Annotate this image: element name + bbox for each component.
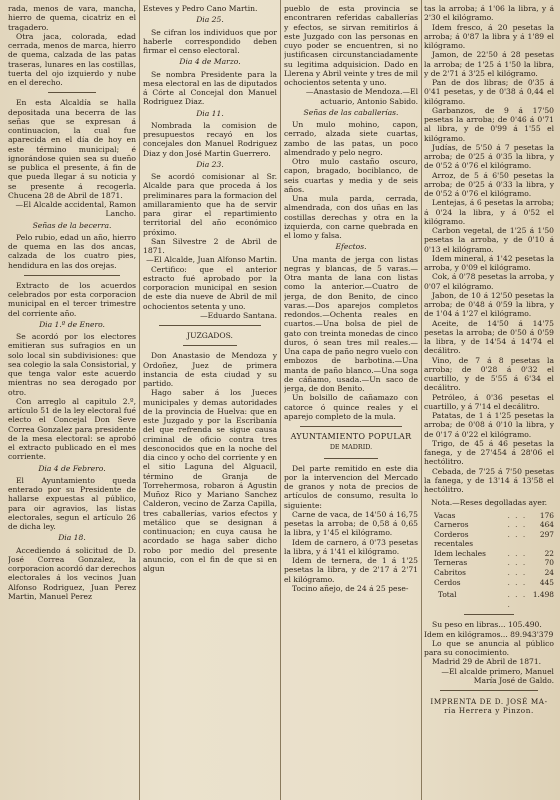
reses-label: Cerdos xyxy=(434,577,461,587)
certification: Certifico: que el anterior estracto fué aprobado por la corporacion municipal en sesion de este dia nueve de Abril de mil ochocientos setenta y uno. xyxy=(143,264,277,311)
notice-paragraph: En esta Alcaldía se halla depositada una becerra de las señas que se expresan á continuacion, la cual fue aparecida en el día de hoy en este término municipal; é ignorándose quien sea su dueño se publica el presente, á fin de que pueda llegar á su noticia y se presente á recogerla. Chucena 28 de Abril de 1871. xyxy=(8,98,136,200)
column-3 xyxy=(284,4,418,796)
paragraph: Otro mulo castaño oscuro, capon, bragado, bociblanco, de seis cuartas y media y de seis años. xyxy=(284,157,418,194)
section-heading: AYUNTAMIENTO POPULAR xyxy=(290,432,412,441)
price-line: Idem de carnero, á 0'73 pesetas la libra, y á 1'41 el kilógramo. xyxy=(284,537,418,556)
leader-dots: . . . xyxy=(507,577,527,587)
reses-row xyxy=(424,520,554,530)
printer-imprint: ría Herrera y Pinzon. xyxy=(444,706,534,716)
reses-row xyxy=(424,530,554,549)
divider xyxy=(324,458,378,459)
price-line: Garbanzos, de 9 á 17'50 pesetas la arroba; de 0'46 á 0'71 al libra, y de 0'99 á 1'55 el kilógramo. xyxy=(424,105,554,143)
paragraph: Extracto de los acuerdos celebrados por esta corporacion municipal en el tercer trimestre del corriente año. xyxy=(8,280,136,318)
price-line: Jamon, de 22'50 á 28 pesetas la arroba; de 1'25 á 1'50 la libra, y de 2'71 á 3'25 el kilógramo. xyxy=(424,50,554,78)
reses-value: 297 xyxy=(539,529,554,539)
paragraph: Del parte remitido en este dia por la intervencion del Mercado de granos y nota de precios de artículos de consumo, resulta lo siguiente: xyxy=(284,463,418,510)
signature: —El Alcalde, Juan Alfonso Martin. xyxy=(146,255,277,265)
reses-value: 445 xyxy=(539,577,554,587)
reses-row xyxy=(424,568,554,578)
reses-row xyxy=(424,578,554,588)
reses-value: 176 xyxy=(539,510,554,520)
divider xyxy=(183,345,237,346)
leader-dots: . . . . xyxy=(507,590,527,609)
column-divider xyxy=(280,0,281,800)
leader-dots: . . . xyxy=(507,558,527,568)
total-label: Total xyxy=(438,590,457,600)
leader-dots: . . . xyxy=(507,529,527,539)
printer-imprint: IMPRENTA DE D. JOSÉ MA- xyxy=(430,697,548,707)
price-line: Jabon, de 10 á 12'50 pesetas la arroba; de 0'48 á 0'59 la libra, y de 1'04 á 1'27 el kilógramo. xyxy=(424,290,554,319)
section-heading: Señas de las caballerías. xyxy=(303,107,399,117)
divider xyxy=(300,426,402,427)
nota-heading: Nota.—Reses degolladas ayer. xyxy=(430,498,548,508)
paragraph: Una manta de jerga con listas negras y blancas, de 5 varas.—Otra manta de lana con listas como la anterior.—Cuatro de jerga, de don Benito, de cinco varas.—Dos aparejos completos redondos.—Ochenta reales en cuartos.—Una bolsa de piel de gato con treinta monedas de cinco duros, ó sean tres mil reales.—Una capa de paño negro vuelo con embozos de barbotina.—Una manta de paño blanco.—Una soga de cáñamo, usada.—Un saco de jerga, de don Benito. xyxy=(284,254,418,393)
price-line: Tocino añejo, de 24 á 25 pese- xyxy=(292,583,409,593)
reses-value: 70 xyxy=(544,558,554,568)
price-line: Judías, de 5'50 á 7 pesetas la arroba; de 0'25 á 0'35 la libra, y de 0'52 á 0'76 el kilógramo. xyxy=(424,142,554,171)
reses-value: 22 xyxy=(544,548,554,558)
paragraph: Un mulo mohino, capon, cerrado, alzada siete cuartas, zambo de las patas, un poco almendrado y pelo negro. xyxy=(284,120,418,157)
reses-label: Corderos recentales xyxy=(434,529,474,549)
divider xyxy=(24,275,120,276)
leader-dots: . . . xyxy=(507,548,527,558)
paragraph: Otra jaca, colorada, edad cerrada, menos de marca, hierro de quema, calzada de las patas traseras, lunares en las costillas, tuerta del ojo izquierdo y nube en el derecho. xyxy=(8,31,136,87)
paragraph: Don Anastasio de Mendoza y Ordoñez, Juez de primera instancia de esta ciudad y su partido. xyxy=(143,351,277,388)
price-line: Lentejas, á 6 pesetas la arroba; á 0'24 la libra, y á 0'52 el kilógramo. xyxy=(424,198,554,226)
reses-label: Cabritos xyxy=(434,568,466,578)
paragraph: Accediendo á solicitud de D. José Correa Gonzalez, la corporacion acordó dar derechos electorales á los vecinos Juan Alfonso Rodriguez, Juan Perez Martin, Manuel Perez xyxy=(8,545,136,601)
price-line: Idem fresco, á 20 pesetas la arroba; á 0'87 la libra y á 1'89 el kilógramo. xyxy=(424,22,554,50)
date-heading: Dia 25. xyxy=(196,15,224,25)
price-line: Carne de vaca, de 14'50 á 16,75 pesetas la arroba; de 0,58 á 0,65 la libra, y 1'45 el kilógramo. xyxy=(284,509,418,538)
column-1 xyxy=(8,4,136,796)
date-heading: Dia 4 de Marzo. xyxy=(179,57,241,67)
section-subheading: DE MADRID. xyxy=(329,443,373,452)
total-value: 1.498 xyxy=(532,590,554,600)
signature: —El alcalde primero, Manuel María José de Galdo. xyxy=(441,666,554,685)
divider xyxy=(159,325,261,326)
paragraph: Se nombra Presidente para la mesa electoral en las de diputados á Córte al Concejal don Manuel Rodriguez Diaz. xyxy=(143,69,277,107)
paragraph: Se cifran los individuos que por haberle correspondido deben firmar el censo electoral. xyxy=(143,27,277,55)
date-heading: Dia 11. xyxy=(196,108,224,118)
price-line: Cok, á 0'78 pesetas la arroba, y 0'07 el kilógramo. xyxy=(424,272,554,291)
price-line: Idem de ternera, de 1 á 1'25 pesetas la libra, y de 2'17 á 2'71 el kilógramo. xyxy=(284,556,418,584)
paragraph: pueblo de esta provincia se encontraren referidas caballerías y efectos, se sirvan remitirlos á este Juzgado con las personas en cuyo poder se encuentren, si no justificasen circunstanciadamente su legitima adquisicion. Dado en Llerena y Abril veinte y tres de mil ochocientos setenta y uno. xyxy=(284,4,418,87)
section-heading: Efectos. xyxy=(335,242,367,252)
reses-label: Vacas xyxy=(434,510,456,520)
paragraph: Una mula parda, cerrada, almendrada, con dos uñas en las costillas derechas y otra en la izquierda, con carne quebrada en el lomo y falsa. xyxy=(284,194,418,240)
paragraph: Un bolsillo de cañamazo con catorce ó quince reales y el aparejo completo de la mula. xyxy=(284,393,418,421)
column-divider xyxy=(421,0,422,800)
price-line: tas la arroba; á 1'06 la libra, y á 2'30 el kilógramo. xyxy=(424,4,554,23)
paragraph: Nombrada la comision de presupuestos recayó en los concejales don Manuel Rodriguez Diaz y don José Martin Guerrero. xyxy=(143,120,277,158)
weight-line: Idem en kilógramos... 89.943'379 xyxy=(424,629,554,639)
reses-label: Carneros xyxy=(434,520,469,530)
price-line: Carbon vegetal, de 1'25 á 1'50 pesetas la arroba, y de 0'10 á 0'13 el kilógramo. xyxy=(424,226,554,254)
reses-row xyxy=(424,549,554,559)
divider xyxy=(440,690,538,691)
price-line: Arroz, de 5 á 6'50 pesetas la arroba; de 0'25 á 0'33 la libra, y de 0'52 á 0'76 el kilógramo. xyxy=(424,170,554,198)
date-heading: Dia 1.º de Enero. xyxy=(39,319,105,329)
paragraph: Pelo rubio, edad un año, hierro de quema en las dos ancas, calzada de los cuatro pies, hendidura en las dos orejas. xyxy=(8,232,136,270)
reses-value: 24 xyxy=(544,568,554,578)
price-line: Aceite, de 14'50 á 14'75 pesetas la arroba; de 0'50 á 0'59 la libra, y de 14'54 á 14'74 el decálitro. xyxy=(424,318,554,356)
reses-table xyxy=(424,511,554,610)
column-4 xyxy=(424,4,554,796)
price-line: Pan de dos libras; de 0'35 á 0'41 pesetas, y de 0'38 á 0,44 el kilógramo. xyxy=(424,78,554,106)
date-heading: Dia 18. xyxy=(58,533,86,543)
weight-line: Su peso en libras... 105.490. xyxy=(432,620,542,630)
text-fragment: rada, menos de vara, mancha, hierro de quema, cicatriz en el tragadero. xyxy=(8,4,136,32)
price-line: Idem mineral, á 1'42 pesetas la arroba, y 0'09 el kilógramo. xyxy=(424,253,554,272)
signature: —El Alcalde accidental, Ramon Lancho. xyxy=(15,200,136,219)
text-fragment: Esteves y Pedro Cano Martin. xyxy=(143,4,258,13)
section-heading: JUZGADOS. xyxy=(187,331,233,340)
reses-value: 464 xyxy=(539,520,554,530)
leader-dots: . . . xyxy=(507,520,527,530)
place-date: Madrid 29 de Abril de 1871. xyxy=(432,657,542,667)
signature: —Anastasio de Mendoza.—El actuario, Antonio Sabido. xyxy=(305,87,418,106)
date-heading: Dia 23. xyxy=(196,159,224,169)
section-heading: Señas de la becerra. xyxy=(32,220,112,230)
column-2 xyxy=(143,4,277,796)
paragraph: Con arreglo al capitulo 2.º, artículo 51 de la ley electoral fué electo el Concejal Don Seve Correa Gonzalez para presidente de la mesa electoral: se aprobó el extracto publicado en el mes corriente. xyxy=(8,396,136,462)
paragraph: Se acordó comisionar al Sr. Alcalde para que proceda á los preliminares para la formacion del amillaramiento que ha de servir para girar el repartimiento territorial del año económico próximo. xyxy=(143,172,277,237)
paragraph: El Ayuntamiento queda enterado por su Presidente de hallarse expuestas al público, para oir agravios, las listas electorales, segun el artículo 26 de dicha ley. xyxy=(8,475,136,531)
price-line: Vino, de 7 á 8 pesetas la arroba; de 0'28 á 0'32 el cuartillo, y de 5'55 á 6'34 el decálitro. xyxy=(424,355,554,393)
leader-dots: . . . xyxy=(507,510,527,520)
paragraph: Lo que se anuncia al público para su conocimiento. xyxy=(424,638,554,658)
reses-row xyxy=(424,558,554,568)
reses-label: Idem lechales xyxy=(434,548,486,558)
paragraph: Se acordó por los electores emitieran sus sufragios en un solo local sin subdivisiones: que sea colegio la sala Consistorial, y que tenga valor este acuerdo mientras no sea derogado por otro. xyxy=(8,332,136,397)
reses-row xyxy=(424,511,554,521)
divider xyxy=(48,92,96,93)
signature: —Eduardo Santana. xyxy=(200,310,277,320)
column-divider xyxy=(139,0,140,800)
reses-label: Terneras xyxy=(434,558,468,568)
leader-dots: . . . xyxy=(507,568,527,578)
total-row xyxy=(424,587,554,609)
price-line: Patatas, de 1 á 1'25 pesetas la arroba; de 0'08 á 0'10 la libra, y de 0'17 á 0'22 el kilógramo. xyxy=(424,411,554,439)
date-heading: Dia 4 de Febrero. xyxy=(38,463,106,473)
paragraph: Hago saber á los Jueces municipales y demas autoridades de la provincia de Huelva: que en este Juzgado y por la Escribanía del que refrenda se sigue causa criminal de oficio contra tres desconocidos que en la noche del dia cinco y ocho del corriente y en el sitio Laguna del Alguacil, término de Granja de Torrehermosa, robaron á Agustin Muñoz Rico y Mariano Sanchez Calderon, vecino de Zarza Capilla, tres caballerías, varios efectos y metálico que se designan á continuacion; en cuya causa he acordado se haga saber dicho robo por medio del presente anuncio, con el fin de que si en algun xyxy=(143,388,277,573)
divider xyxy=(464,614,514,615)
price-line: Trigo, de 45 á 46 pesetas la fanega, y de 27'454 á 28'06 el hectólitro. xyxy=(424,438,554,467)
price-line: Cebada, de 7'25 á 7'50 pesetas la fanega, y de 13'14 á 13'58 el hectólitro. xyxy=(424,466,554,494)
place-date: San Silvestre 2 de Abril de 1871. xyxy=(143,236,277,255)
price-line: Petróleo, á 0'36 pesetas el cuartillo, y á 7'14 el decálitro. xyxy=(424,392,554,411)
